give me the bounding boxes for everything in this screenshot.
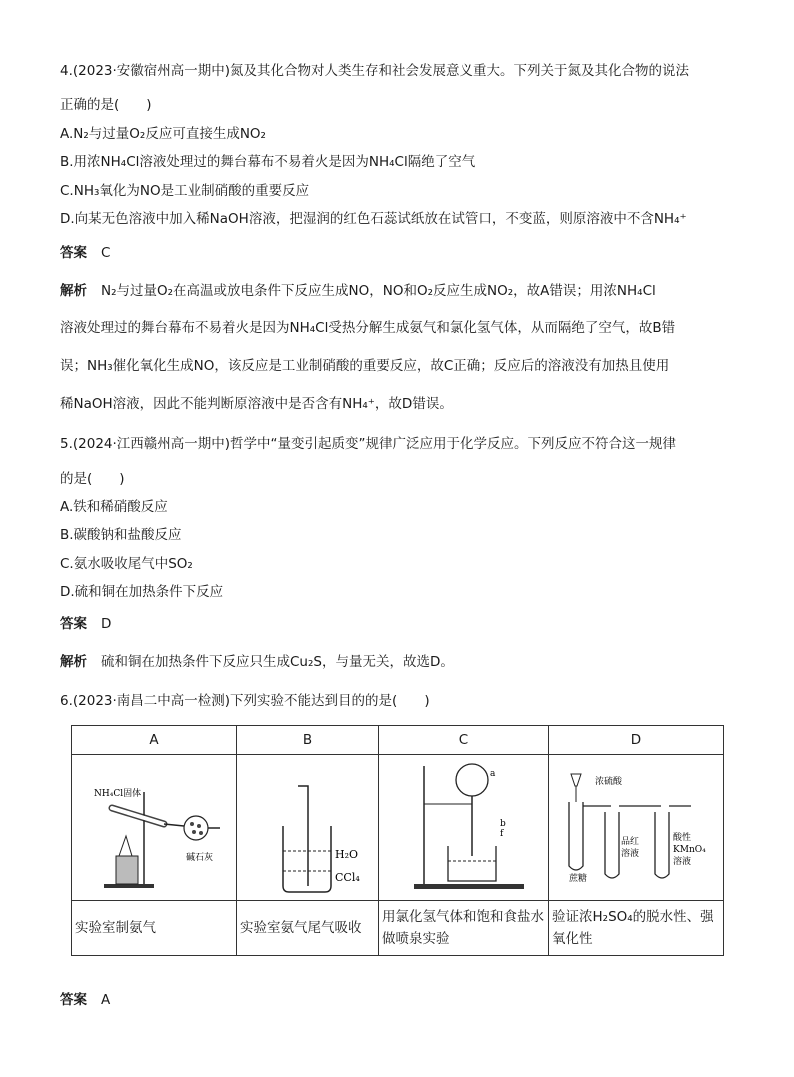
- analysis-text: 硫和铜在加热条件下反应只生成Cu₂S，与量无关，故选D。: [101, 654, 454, 670]
- header-d: D: [549, 726, 724, 755]
- q5-stem-line1: 5.(2024·江西赣州高一期中)哲学中“量变引起质变”规律广泛应用于化学反应。下列反应不符合这一规律: [60, 436, 677, 452]
- header-a: A: [72, 726, 237, 755]
- q4-analysis-line4: 稀NaOH溶液，因此不能判断原溶液中是否含有NH₄⁺，故D错误。: [60, 396, 453, 412]
- q5-analysis-line1: [60, 652, 454, 672]
- experiment-table: [71, 725, 724, 956]
- answer-value: C: [101, 245, 111, 261]
- analysis-text: N₂与过量O₂在高温或放电条件下反应生成NO，NO和O₂反应生成NO₂，故A错误；用浓NH₄Cl: [101, 283, 656, 299]
- apparatus-d-figure: [551, 756, 721, 896]
- q4-analysis-line3: 误；NH₃催化氧化生成NO，该反应是工业制硝酸的重要反应，故C正确；反应后的溶液没有加热且使用: [60, 358, 670, 374]
- q4-analysis-line1: [60, 281, 656, 301]
- caption-b: 实验室氨气尾气吸收: [237, 901, 379, 956]
- answer-label: 答案: [60, 992, 87, 1008]
- answer-label: 答案: [60, 616, 87, 632]
- q4-option-a: A.N₂与过量O₂反应可直接生成NO₂: [60, 126, 266, 142]
- q5-option-b: B.碳酸钠和盐酸反应: [60, 527, 182, 543]
- q4-answer: [60, 243, 110, 263]
- q5-option-d: D.硫和铜在加热条件下反应: [60, 584, 224, 600]
- figure-b-cell: [237, 755, 379, 901]
- kmno4-label: KMnO₄: [673, 844, 706, 855]
- q6-stem: 6.(2023·南昌二中高一检测)下列实验不能达到目的的是( ): [60, 693, 430, 709]
- kmno4-solution-label: 溶液: [673, 856, 692, 867]
- header-b: B: [237, 726, 379, 755]
- answer-label: 答案: [60, 245, 87, 261]
- pinhong-solution-label: 溶液: [621, 848, 640, 859]
- figure-a-cell: [72, 755, 237, 901]
- h2o-label: H₂O: [334, 847, 358, 861]
- figure-c-cell: [379, 755, 549, 901]
- figure-d-cell: [549, 755, 724, 901]
- nh4cl-label: NH₄Cl固体: [94, 788, 142, 799]
- caption-a: 实验室制氨气: [72, 901, 237, 956]
- q5-option-a: A.铁和稀硝酸反应: [60, 499, 168, 515]
- q4-stem-line2: 正确的是( ): [60, 97, 152, 113]
- q4-option-d: D.向某无色溶液中加入稀NaOH溶液，把湿润的红色石蕊试纸放在试管口，不变蓝，则原溶液中不含NH₄⁺: [60, 211, 687, 227]
- limestone-label: 碱石灰: [186, 852, 214, 863]
- caption-d: 验证浓H₂SO₄的脱水性、强氧化性: [549, 901, 724, 956]
- answer-value: D: [101, 616, 112, 632]
- apparatus-c-figure: [384, 756, 544, 896]
- c-label-a: a: [489, 768, 495, 779]
- apparatus-a-figure: [74, 756, 234, 896]
- q4-stem-line1: 4.(2023·安徽宿州高一期中)氮及其化合物对人类生存和社会发展意义重大。下列关于氮及其化合物的说法: [60, 63, 690, 79]
- answer-value: A: [101, 992, 111, 1008]
- pinhong-label: 品红: [621, 836, 640, 847]
- q4-analysis-line2: 溶液处理过的舞台幕布不易着火是因为NH₄Cl受热分解生成氨气和氯化氢气体，从而隔绝了空气，故B错: [60, 320, 676, 336]
- acidic-label: 酸性: [673, 832, 692, 843]
- c-label-b: b: [499, 818, 506, 829]
- q5-option-c: C.氨水吸收尾气中SO₂: [60, 556, 193, 572]
- q4-option-b: B.用浓NH₄Cl溶液处理过的舞台幕布不易着火是因为NH₄Cl隔绝了空气: [60, 154, 476, 170]
- ccl4-label: CCl₄: [334, 870, 360, 884]
- acid-label: 浓硫酸: [595, 776, 623, 787]
- q4-option-c: C.NH₃氧化为NO是工业制硝酸的重要反应: [60, 183, 310, 199]
- apparatus-b-figure: [243, 756, 373, 896]
- analysis-label: 解析: [60, 283, 87, 299]
- q5-stem-line2: 的是( ): [60, 471, 125, 487]
- caption-c: 用氯化氢气体和饱和食盐水做喷泉实验: [379, 901, 549, 956]
- sugar-label: 蔗糖: [569, 873, 588, 884]
- q5-answer: [60, 614, 111, 634]
- analysis-label: 解析: [60, 654, 87, 670]
- q6-answer: [60, 990, 110, 1010]
- c-label-f: f: [499, 828, 503, 839]
- header-c: C: [379, 726, 549, 755]
